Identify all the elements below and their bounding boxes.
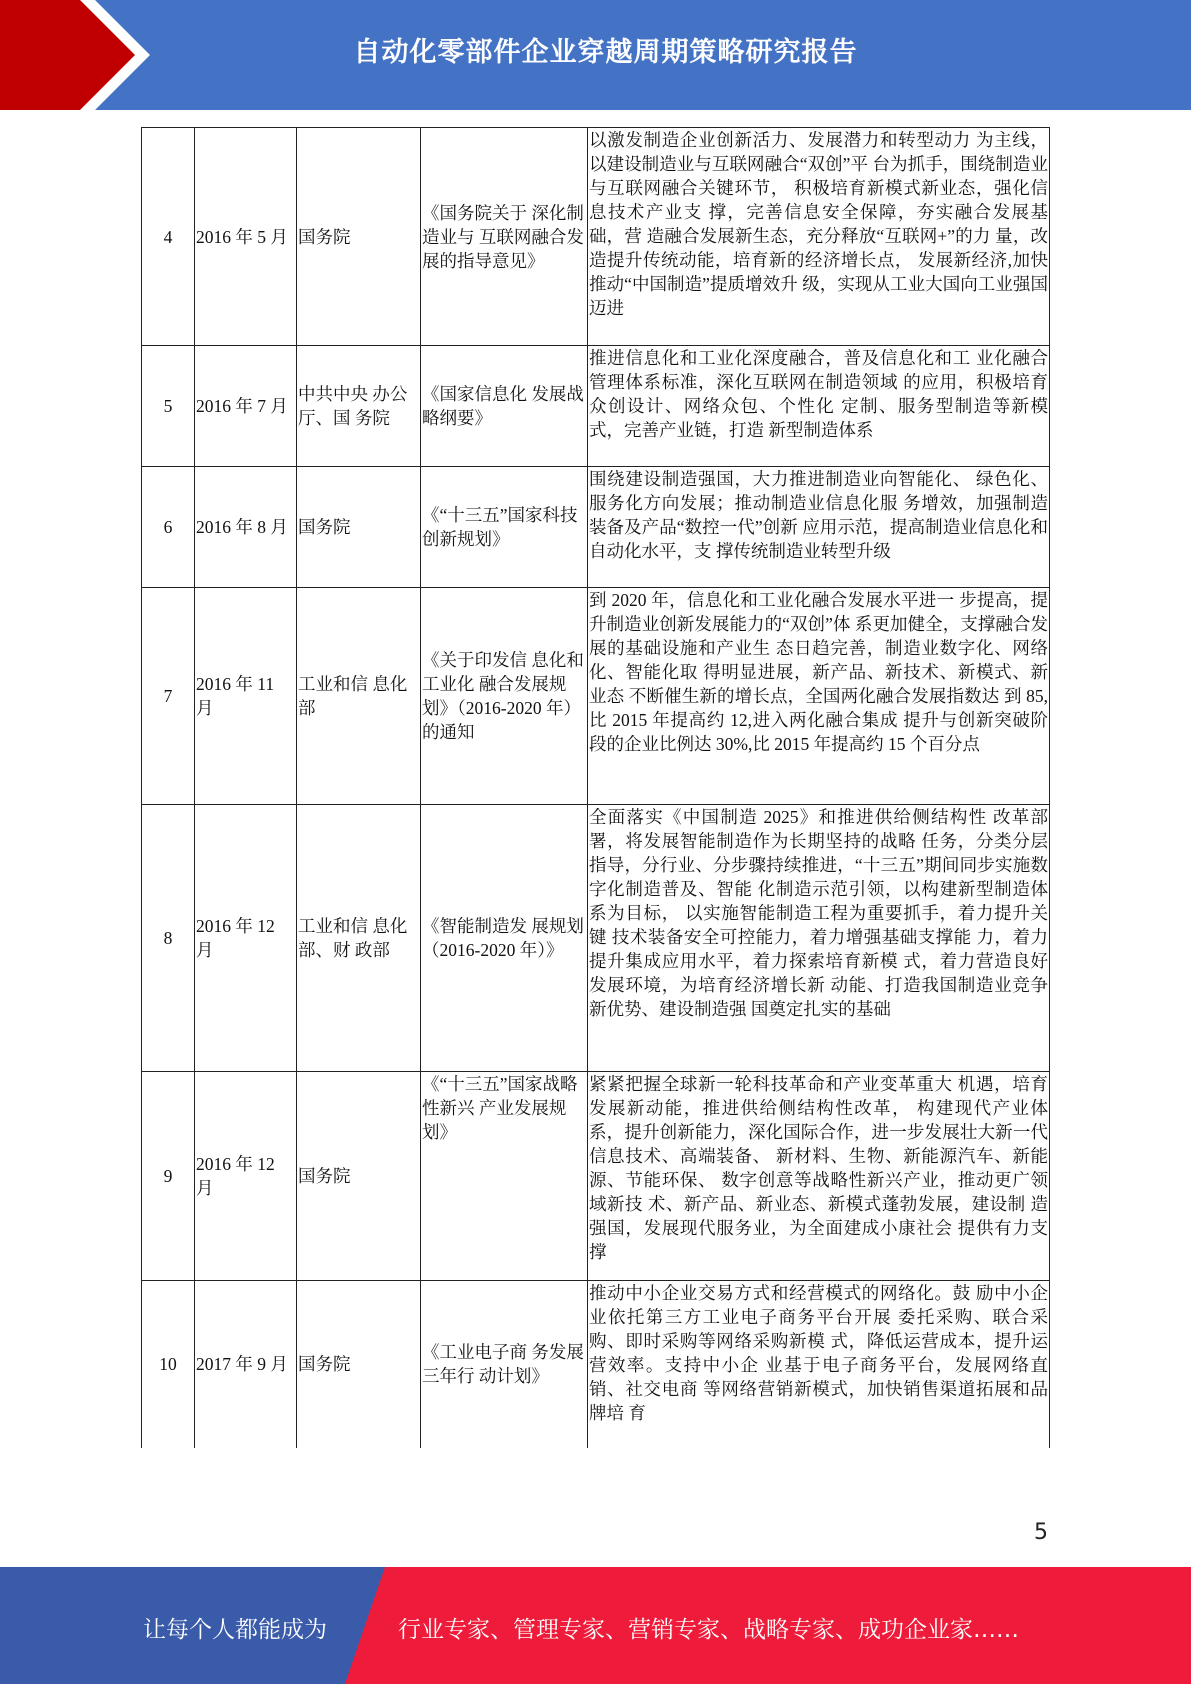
row-index: 4	[142, 128, 195, 346]
row-content: 推进信息化和工业化深度融合，普及信息化和工 业化融合管理体系标准，深化互联网在制造领域 的应用，积极培育众创设计、网络众包、个性化 定制、服务型制造等新模式，完善产业链，打造 新型制造体系	[588, 346, 1050, 467]
row-index: 6	[142, 467, 195, 588]
table-row	[142, 1281, 1050, 1448]
table-row	[142, 805, 1050, 1072]
page-footer	[0, 1567, 1191, 1684]
row-issuer: 国务院	[297, 1281, 421, 1448]
row-content: 围绕建设制造强国，大力推进制造业向智能化、 绿色化、服务化方向发展；推动制造业信息化服 务增效，加强制造装备及产品“数控一代”创新 应用示范，提高制造业信息化和自动化水平，支 撑传统制造业转型升级	[588, 467, 1050, 588]
row-issuer: 工业和信 息化部	[297, 588, 421, 805]
footer-slogan-right: 行业专家、管理专家、营销专家、战略专家、成功企业家……	[398, 1617, 1019, 1643]
table-row	[142, 128, 1050, 346]
row-issuer: 中共中央 办公厅、国 务院	[297, 346, 421, 467]
row-date: 2016 年 5 月	[195, 128, 297, 346]
row-date: 2016 年 12 月	[195, 1072, 297, 1281]
row-content: 到 2020 年，信息化和工业化融合发展水平进一 步提高，提升制造业创新发展能力的“双创”体 系更加健全，支撑融合发展的基础设施和产业生 态日趋完善，制造业数字化、网络化、智能化取 得明显进展，新产品、新技术、新模式、新业态 不断催生新的增长点，全国两化融合发展指数达 到 85,比 2015 年提高约 12,进入两化融合集成 提升与创新突破阶段的企业比例达 30%,比 2015 年提高约 15 个百分点	[588, 588, 1050, 805]
row-index: 7	[142, 588, 195, 805]
row-content: 紧紧把握全球新一轮科技革命和产业变革重大 机遇，培育发展新动能，推进供给侧结构性改革， 构建现代产业体系，提升创新能力，深化国际合作，进一步发展壮大新一代信息技术、高端装备、 新材料、生物、新能源汽车、新能源、节能环保、 数字创意等战略性新兴产业，推动更广领域新技 术、新产品、新业态、新模式蓬勃发展，建设制 造强国，发展现代服务业，为全面建成小康社会 提供有力支撑	[588, 1072, 1050, 1281]
row-document: 《“十三五”国家战略性新兴 产业发展规划》	[421, 1072, 588, 1281]
row-document: 《工业电子商 务发展三年行 动计划》	[421, 1281, 588, 1448]
row-issuer: 国务院	[297, 128, 421, 346]
row-issuer: 国务院	[297, 1072, 421, 1281]
row-index: 10	[142, 1281, 195, 1448]
row-index: 5	[142, 346, 195, 467]
table-row	[142, 588, 1050, 805]
table-row	[142, 1072, 1050, 1281]
row-issuer: 工业和信 息化部、财 政部	[297, 805, 421, 1072]
row-document: 《智能制造发 展规划（2016-2020 年）》	[421, 805, 588, 1072]
footer-slogan-left: 让每个人都能成为	[143, 1617, 327, 1643]
row-date: 2016 年 7 月	[195, 346, 297, 467]
row-content: 推动中小企业交易方式和经营模式的网络化。鼓 励中小企业依托第三方工业电子商务平台开展 委托采购、联合采购、即时采购等网络采购新模 式，降低运营成本，提升运营效率。支持中小企 业基于电子商务平台，发展网络直销、社交电商 等网络营销新模式，加快销售渠道拓展和品牌培 育	[588, 1281, 1050, 1448]
row-date: 2016 年 12 月	[195, 805, 297, 1072]
row-content: 以激发制造企业创新活力、发展潜力和转型动力 为主线，以建设制造业与互联网融合“双创”平 台为抓手，围绕制造业与互联网融合关键环节， 积极培育新模式新业态，强化信息技术产业支 撑，完善信息安全保障，夯实融合发展基础，营 造融合发展新生态，充分释放“互联网+”的力 量，改造提升传统动能，培育新的经济增长点， 发展新经济,加快推动“中国制造”提质增效升 级，实现从工业大国向工业强国迈进	[588, 128, 1050, 346]
row-issuer: 国务院	[297, 467, 421, 588]
page-number: 5	[1034, 1520, 1048, 1545]
row-document: 《“十三五”国家科技创新规划》	[421, 467, 588, 588]
table-row	[142, 346, 1050, 467]
row-document: 《国家信息化 发展战略纲要》	[421, 346, 588, 467]
report-title: 自动化零部件企业穿越周期策略研究报告	[353, 37, 858, 68]
page-header	[0, 0, 1191, 110]
row-document: 《国务院关于 深化制造业与 互联网融合发 展的指导意见》	[421, 128, 588, 346]
row-date: 2016 年 8 月	[195, 467, 297, 588]
row-document: 《关于印发信 息化和工业化 融合发展规划》（2016-2020 年）的通知	[421, 588, 588, 805]
row-content: 全面落实《中国制造 2025》和推进供给侧结构性 改革部署，将发展智能制造作为长期坚持的战略 任务，分类分层指导，分行业、分步骤持续推进，“十三五”期间同步实施数字化制造普及、智能 化制造示范引领，以构建新型制造体系为目标， 以实施智能制造工程为重要抓手，着力提升关键 技术装备安全可控能力，着力增强基础支撑能 力，着力提升集成应用水平，着力探索培育新模 式，着力营造良好发展环境，为培育经济增长新 动能、打造我国制造业竞争新优势、建设制造强 国奠定扎实的基础	[588, 805, 1050, 1072]
policy-table	[141, 127, 1050, 1448]
row-date: 2016 年 11 月	[195, 588, 297, 805]
table-row	[142, 467, 1050, 588]
row-index: 8	[142, 805, 195, 1072]
row-date: 2017 年 9 月	[195, 1281, 297, 1448]
row-index: 9	[142, 1072, 195, 1281]
